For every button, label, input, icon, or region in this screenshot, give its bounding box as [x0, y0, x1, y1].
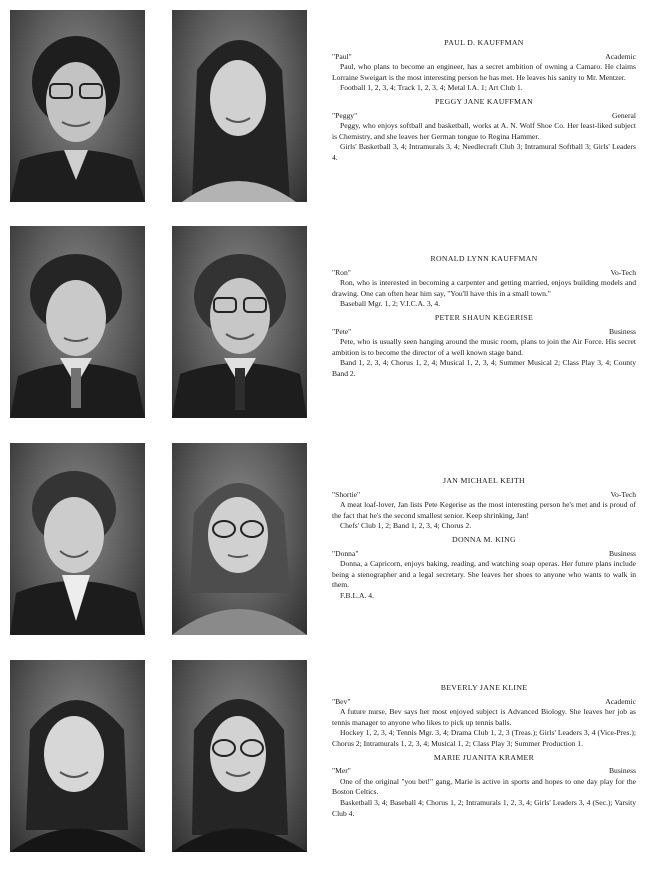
- student-name: BEVERLY JANE KLINE: [440, 683, 528, 692]
- activities: F.B.L.A. 4.: [340, 590, 374, 600]
- activities: Football 1, 2, 3, 4; Track 1, 2, 3, 4; Metal I.A. 1; Art Club 1.: [340, 83, 523, 93]
- nickname-row: [332, 111, 636, 122]
- student-name: PETER SHAUN KEGERISE: [434, 312, 534, 322]
- nickname-row: [332, 52, 636, 63]
- activities: Band 1, 2, 3, 4; Chorus 1, 2, 4; Musical 1, 2, 3, 4; Summer Musical 2; Class Play 3, 4; County Band 2.: [332, 358, 636, 378]
- nickname: "Shortie": [332, 489, 361, 499]
- nickname: "Pete": [332, 326, 352, 336]
- student-name: PEGGY JANE KAUFFMAN: [434, 96, 534, 106]
- portrait-paul-kauffman: [10, 10, 145, 202]
- entry-block-1: [332, 38, 636, 164]
- nickname-row: [332, 549, 636, 560]
- student-name: DONNA M. KING: [452, 534, 516, 544]
- course: Business: [608, 766, 636, 776]
- nickname-row: [332, 268, 636, 279]
- bio: One of the original "you bet!" gang, Marie is active in sports and hopes to one day play for the Boston Celtics.: [332, 776, 636, 797]
- student-name: JAN MICHAEL KEITH: [443, 476, 525, 485]
- course: Academic: [605, 51, 636, 61]
- nickname-row: [332, 327, 636, 338]
- bio: A meat loaf-lover, Jan lists Pete Kegerise as the most interesting person he's met and is proud of the fact that he's the second smallest senior. Keep shrinking, Jan!: [332, 500, 636, 520]
- nickname-row: [332, 490, 636, 501]
- portrait-jan-keith: [10, 443, 145, 635]
- course: Business: [608, 548, 636, 558]
- nickname-row: [332, 766, 636, 777]
- course: General: [611, 110, 636, 120]
- nickname: "Ron": [332, 267, 351, 277]
- student-name: PAUL D. KAUFFMAN: [444, 38, 524, 47]
- nickname: "Donna": [332, 548, 359, 558]
- bio: Ron, who is interested in becoming a carpenter and getting married, enjoys building models and drawing. One can often hear him say, "You'll have this in a small town.": [332, 278, 636, 298]
- bio: A future nurse, Bev says her most enjoyed subject is Advanced Biology. She leaves her job as tennis manager to anyone who likes to pick up tennis balls.: [332, 707, 636, 727]
- portrait-beverly-kline: [10, 660, 145, 852]
- entry-block-4: [332, 683, 636, 819]
- entry-block-2: [332, 254, 636, 380]
- activities: Basketball 3, 4; Baseball 4; Chorus 1, 2; Intramurals 1, 2, 3, 4; Girls' Leaders 3, 4 (Sec.); Varsity Club 4.: [332, 797, 636, 818]
- nickname: "Paul": [332, 51, 352, 61]
- portrait-ronald-kauffman: [10, 226, 145, 418]
- course: Vo-Tech: [610, 267, 636, 277]
- nickname: "Peggy": [332, 110, 358, 120]
- activities: Baseball Mgr. 1, 2; V.I.C.A. 3, 4.: [340, 299, 441, 309]
- course: Academic: [605, 696, 636, 706]
- portrait-peter-kegerise: [172, 226, 307, 418]
- student-name: RONALD LYNN KAUFFMAN: [430, 254, 538, 263]
- activities: Girls' Basketball 3, 4; Intramurals 3, 4; Needlecraft Club 3; Intramural Softball 3; Girls' Leaders 4.: [332, 142, 636, 162]
- bio: Donna, a Capricorn, enjoys baking, reading, and watching soap operas. Her future plans include being a stenographer and a legal secretary. She leaves her shoes to anyone who wants to walk in them.: [332, 559, 636, 590]
- portrait-marie-kramer: [172, 660, 307, 852]
- activities: Chefs' Club 1, 2; Band 1, 2, 3, 4; Chorus 2.: [340, 521, 472, 531]
- course: Business: [608, 326, 636, 336]
- nickname: "Bev": [332, 696, 351, 706]
- bio: Pete, who is usually seen hanging around the music room, plans to join the Air Force. His secret ambition is to become the director of a well known stage band.: [332, 337, 636, 357]
- portrait-peggy-kauffman: [172, 10, 307, 202]
- student-name: MARIE JUANITA KRAMER: [433, 752, 535, 762]
- portrait-donna-king: [172, 443, 307, 635]
- course: Vo-Tech: [610, 489, 636, 499]
- bio: Peggy, who enjoys softball and basketball, works at A. N. Wolf Shoe Co. Her least-liked subject is Chemistry, and she leaves her German tongue to Regina Hammer.: [332, 121, 636, 141]
- activities: Hockey 1, 2, 3, 4; Tennis Mgr. 3, 4; Drama Club 1, 2, 3 (Treas.); Girls' Leaders 3, 4 (Vice-Pres.); Chorus 2; Intramurals 1, 2, 3, 4; Musical 1, 2; Class Play 3; Summer Production 1.: [332, 728, 636, 748]
- nickname-row: [332, 697, 636, 708]
- nickname: "Mer": [332, 766, 351, 776]
- entry-block-3: [332, 476, 636, 602]
- bio: Paul, who plans to become an engineer, has a secret ambition of owning a Camaro. He claims Lorraine Sweigart is the most interesting person he has met. He leaves his sanity to Mr. Mentzer.: [332, 62, 636, 82]
